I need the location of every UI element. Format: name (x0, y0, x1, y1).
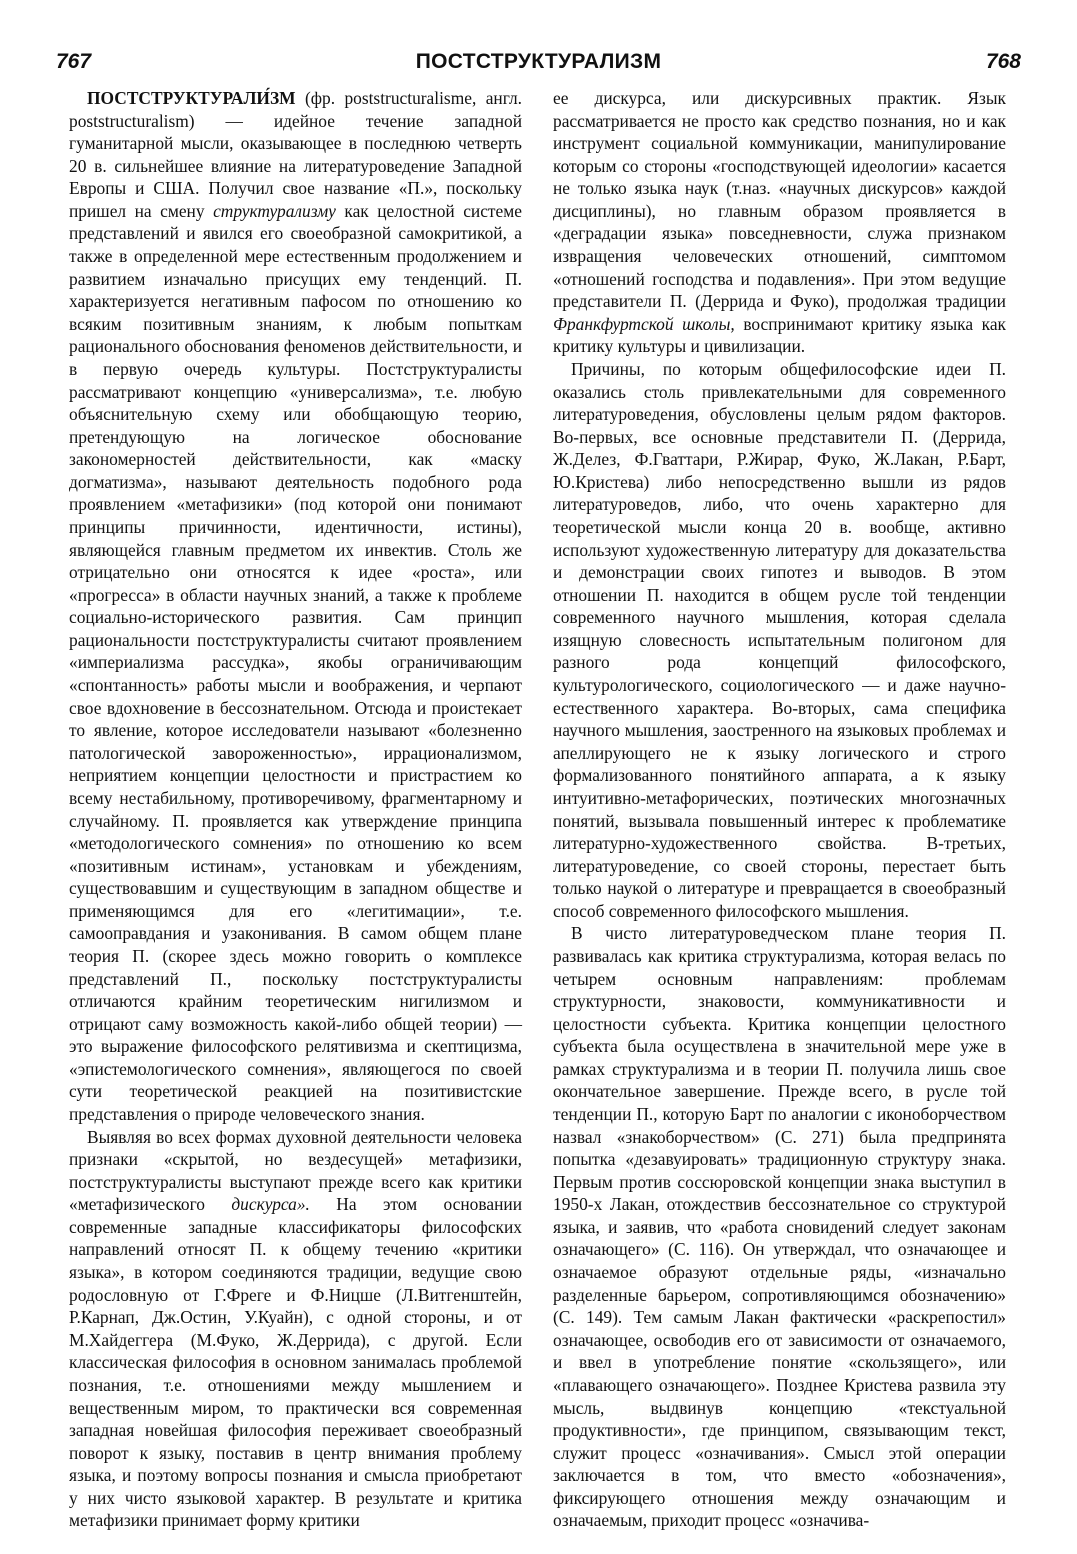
running-head (56, 50, 1021, 82)
paragraph-text: воспринимают критику языка как критику культуры и цивилизации. (553, 313, 1006, 357)
entry-paragraph-3-continued (553, 87, 1006, 358)
right-column (553, 87, 1006, 1532)
entry-paragraph-5: В чисто литературоведческом плане теория П. развивалась как критика структурализма, которая велась по четырем основным направлениям: проблемам структурности, знаковости, коммуникативности и целостности субъекта. Критика концепции целостного субъекта была осуществлена в значительной мере уже в рамках структурализма и в теории П. получила лишь свое окончательное завершение. Прежде всего, в русле той тенденции П., которую Барт по аналогии с иконоборчеством назвал «знакоборчеством» (С. 271) была предпринята попытка «дезавуировать» традиционную структуру знака. Первым против соссюровской концепции знака выступил в 1950-х Лакан, отождествив бессознательное со структурой языка, и заявив, что «работа сновидений следует законам означающего» (С. 116). Он утверждал, что означающее и означаемое образуют отдельные ряды, «изначально разделенные барьером, сопротивляющимся обозначению» (С. 149). Тем самым Лакан фактически «раскрепостил» означающее, освободив его от зависимости от означаемого, и ввел в употребление понятие «скользящего», или «плавающего означающего». Позднее Кристева развила эту мысль, выдвинув концепцию «текстуальной продуктивности», где принципом, связывающим текст, служит процесс «означивания». Смысл этой операции заключается в том, что вместо «обозначения», фиксирующего отношения между означающим и означаемым, приходит процесс «означива- (553, 923, 1006, 1531)
paragraph-text: (фр. poststructuralisme, англ. poststructuralism) — идейное течение западной гуманитарной мысли, оказывающее в последнюю четверть 20 в. сильнейшее влияние на литературоведение Западной Европы и США. Получил свое название «П.», поскольку пришел на смену (69, 88, 522, 221)
paragraph-text: Выявляя во всех формах духовной деятельности человека признаки «скрытой, но вездесущей» метафизики, постструктуралисты выступают прежде всего как критики «метафизического (69, 1126, 522, 1215)
paragraph-text: На этом основании современные западные классификаторы философских направлений относят П. к общему течению «критики языка», в котором соединяются традиции, ведущие свою родословную от Г.Фреге и Ф.Ницше (Л.Витгенштейн, Р.Карнап, Дж.Остин, У.Куайн), с одной стороны, и от М.Хайдеггера (М.Фуко, Ж.Деррида), с другой. Если классическая философия в основном занималась проблемой познания, т.е. отношениями между мышлением и вещественным миром, то практически вся современная западная новейшая философия переживает своеобразный поворот к языку, поставив в центр внимания проблему языка, и поэтому вопросы познания и смысла приобретают у них чисто языковой характер. В результате и критика метафизики принимает форму критики (69, 1194, 522, 1531)
cross-reference: структурализму (213, 200, 336, 221)
page-number-left: 767 (56, 50, 92, 73)
page-number-right: 768 (985, 50, 1021, 73)
paragraph-text: как целостной системе представлений и явился его своеобразной самокритикой, а также в определенной мере естественным продолжением и развитием изначально присущих ему тенденций. П. характеризуется негативным пафосом по отношению ко всяким позитивным знаниям, к любым попыткам рационального обоснования феноменов действительности, и в первую очередь культуры. Постструктуралисты рассматривают концепцию «универсализма», т.е. любую объяснительную схему или обобщающую теорию, претендующую на логическое обоснование закономерностей действительности, как «маску догматизма», называют деятельность подобного рода проявлением «метафизики» (под которой они понимают принципы причинности, идентичности, истины), являющейся главным предметом их инвектив. Столь же отрицательно они относятся к идее «роста», или «прогресса» в области научных знаний, а также к проблеме социально-исторического развития. Сам принцип рациональности постструктуралисты считают проявлением «империализма рассудка», якобы ограничивающим «спонтанность» работы мысли и воображения, и черпают свое вдохновение в бессознательном. Отсюда и проистекает то явление, которое исследователи называют «болезненно патологической завороженностью», иррационализмом, неприятием концепции целостности и пристрастием ко всему нестабильному, противоречивому, фрагментарному и случайному. П. проявляется как утверждение принципа «методологического сомнения» по отношению ко всем «позитивным истинам», установкам и убеждениям, существовавшим и существующим в западном обществе и применяющимся для его «легитимации», т.е. самооправдания и узаконивания. В самом общем плане теория П. (скорее здесь можно говорить о комплексе представлений П., поскольку постструктуралисты отличаются крайним теоретическим нигилизмом и отрицают саму возможность какой-либо общей теории) — это выражение философского релятивизма и скептицизма, «эпистемологического сомнения», являющегося по своей сути теоретической реакцией на позитивистские представления о природе человеческого знания. (69, 200, 522, 1125)
entry-paragraph-2 (69, 1126, 522, 1532)
running-title: ПОСТСТРУКТУРАЛИЗМ (415, 50, 662, 73)
cross-reference: дискурса». (231, 1194, 310, 1215)
entry-headword: ПОСТСТРУКТУРАЛИ́ЗМ (87, 88, 296, 108)
paragraph-text: ее дискурса, или дискурсивных практик. Язык рассматривается не просто как средство познания, но и как инструмент социальной коммуникации, манипулирование которым со стороны «господствующей идеологии» касается не только языка наук (т.наз. «научных дискурсов» каждой дисциплины), но главным образом проявляется в «деградации языка» повседневности, служа признаком извращения человеческих отношений, симптомом «отношений господства и подавления». При этом ведущие представители П. (Деррида и Фуко), продолжая традиции (553, 88, 1006, 312)
entry-paragraph-4: Причины, по которым общефилософские идеи П. оказались столь привлекательными для современного литературоведения, обусловлены целым рядом факторов. Во-первых, все основные представители П. (Деррида, Ж.Делез, Ф.Гваттари, Р.Жирар, Фуко, Ж.Лакан, Р.Барт, Ю.Кристева) либо непосредственно вышли из рядов литературоведов, либо, что очень характерно для теоретической мысли конца 20 в. вообще, активно используют художественную литературу для доказательства и демонстрации своих гипотез и выводов. В этом отношении П. находится в общем русле той тенденции современного научного мышления, которая сделала изящную словесность испытательным полигоном для разного рода концепций философского, культурологического, социологического — и даже научно-естественного характера. Во-вторых, сама специфика научного мышления, заостренного на языковых проблемах и апеллирующего не к языку логического и строго формализованного понятийного аппарата, а к языку интуитивно-метафорических, поэтических многозначных понятий, вызывала повышенный интерес к проблематике литературно-художественного свойства. В-третьих, литературоведение, со своей стороны, перестает быть только наукой о литературе и превращается в своеобразный способ современного философского мышления. (553, 358, 1006, 921)
left-column (69, 87, 522, 1532)
entry-paragraph-1 (69, 87, 522, 1126)
cross-reference: Франкфуртской школы, (553, 313, 735, 334)
